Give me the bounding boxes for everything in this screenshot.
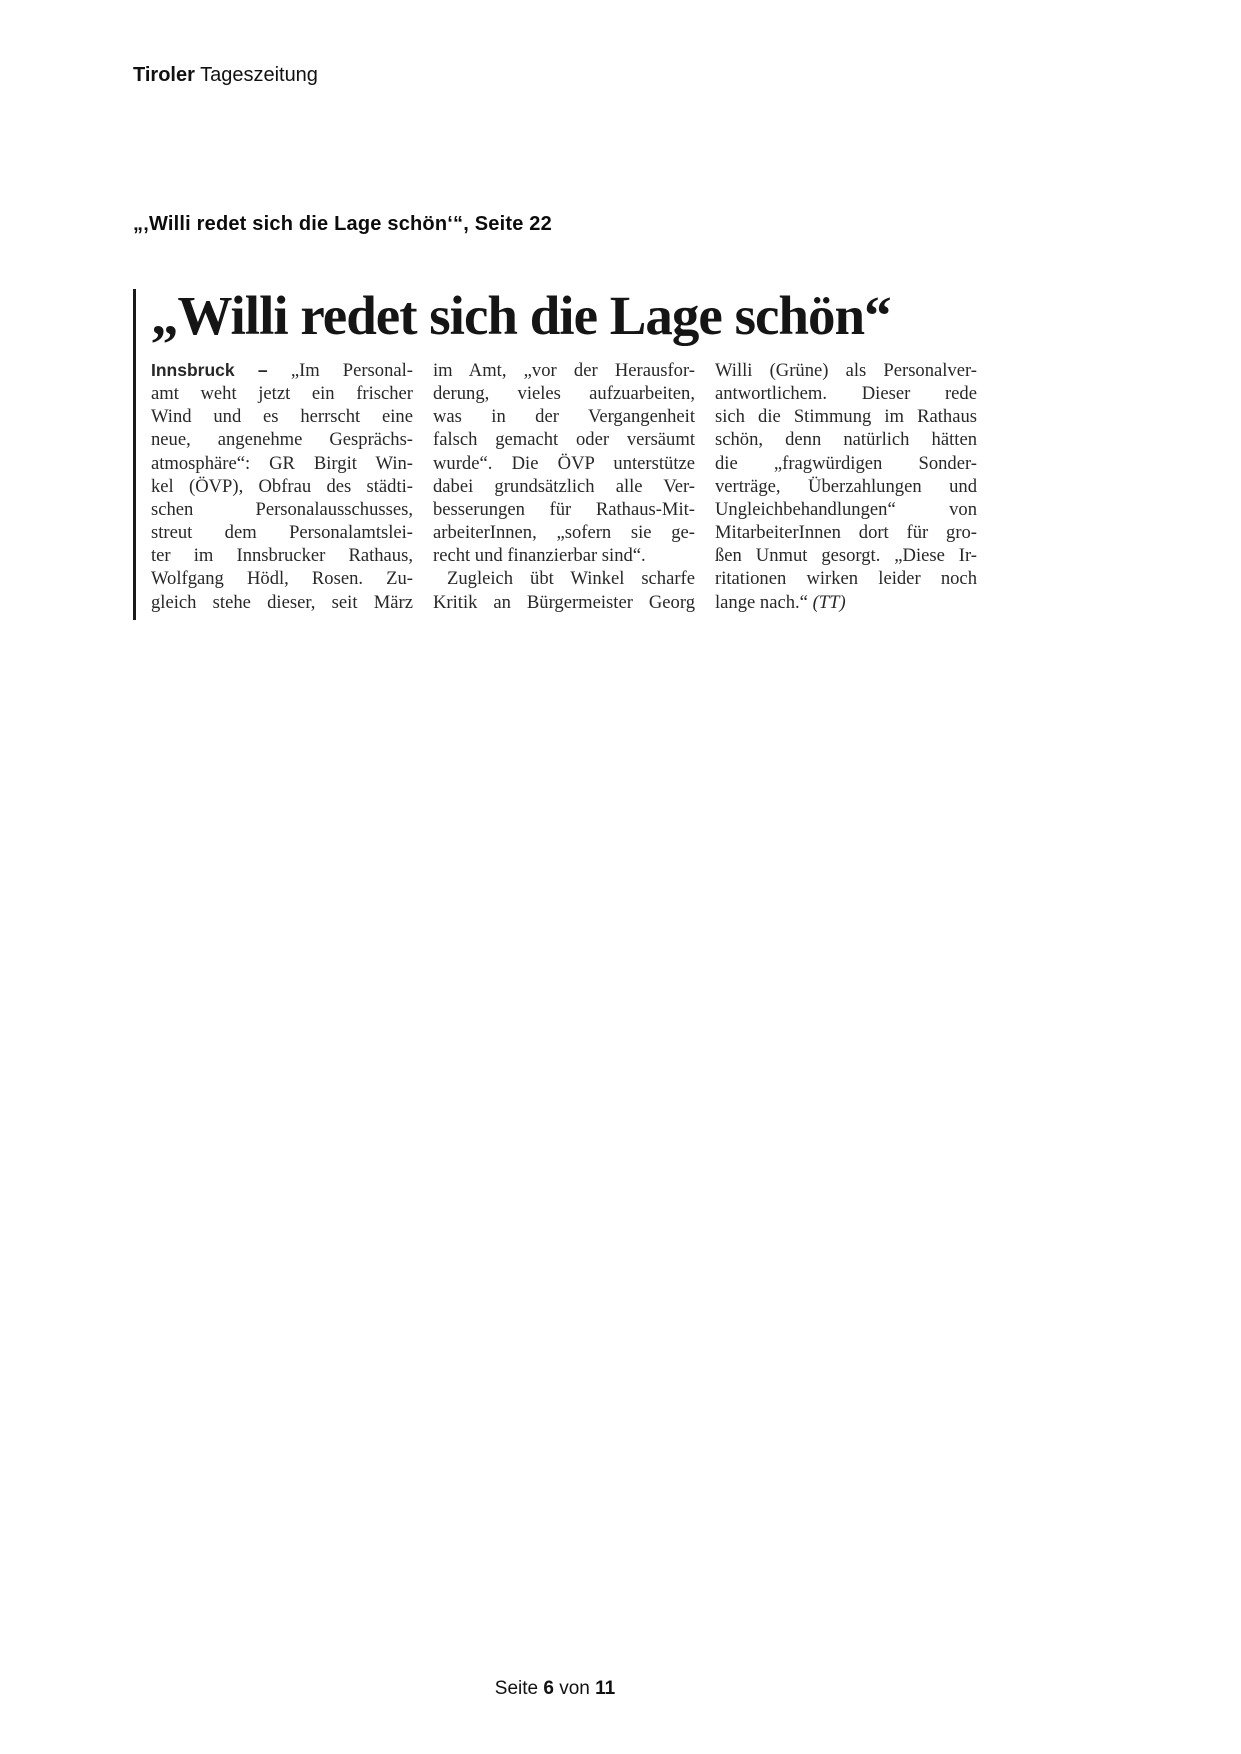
footer-prefix: Seite [494,1678,544,1699]
article-line: verträge, Überzahlungen und [715,475,977,497]
article-line: atmosphäre“: GR Birgit Win- [151,452,413,474]
article-line: gleich stehe dieser, seit März [151,591,413,613]
footer-current-page: 6 [543,1678,554,1699]
footer-middle: von [553,1678,596,1699]
article-line: derung, vieles aufzuarbeiten, [433,382,695,404]
article-columns [151,359,978,620]
article-line: falsch gemacht oder versäumt [433,429,695,451]
article-line: arbeiterInnen, „sofern sie ge- [433,522,695,544]
article-line: im Amt, „vor der Herausfor- [433,359,695,381]
article-column-3 [715,359,977,614]
article-line: MitarbeiterInnen dort für gro- [715,522,977,544]
document-header [133,64,318,87]
article-line: Kritik an Bürgermeister Georg [433,591,695,613]
article-line: neue, angenehme Gesprächs- [151,429,413,451]
dateline-lead: Innsbruck – [151,359,291,380]
clipping-content [133,287,978,620]
article-line: Ungleichbehandlungen“ von [715,498,977,520]
article-line: lange nach.“ (TT) [715,591,846,613]
article-line: sich die Stimmung im Rathaus [715,406,977,428]
article-line: ter im Innsbrucker Rathaus, [151,545,413,567]
article-line: antwortlichem. Dieser rede [715,382,977,404]
newspaper-brand-rest: Tageszeitung [194,64,318,86]
article-line: streut dem Personalamtslei- [151,522,413,544]
article-line: schen Personalausschusses, [151,498,413,520]
article-line: ritationen wirken leider noch [715,568,977,590]
article-line: schön, denn natürlich hätten [715,429,977,451]
newspaper-brand-bold: Tiroler [133,64,195,86]
article-headline: „Willi redet sich die Lage schön“ [151,285,891,346]
footer-total-pages: 11 [595,1678,616,1699]
byline-credit: (TT) [812,591,846,613]
article-line: die „fragwürdigen Sonder- [715,452,977,474]
article-line: Innsbruck – „Im Personal- [151,359,413,381]
article-line: Zugleich übt Winkel scharfe [447,568,695,590]
article-line: amt weht jetzt ein frischer [151,382,413,404]
article-line: Wind und es herrscht eine [151,406,413,428]
article-column-1 [151,359,413,614]
article-column-2 [433,359,695,614]
article-reference-heading: „‚Willi redet sich die Lage schön‘“, Seite 22 [133,213,552,235]
article-line: ßen Unmut gesorgt. „Diese Ir- [715,545,977,567]
article-line: kel (ÖVP), Obfrau des städti- [151,475,413,497]
left-vertical-rule [133,289,136,620]
article-line: dabei grundsätzlich alle Ver- [433,475,695,497]
page-footer [0,1678,1110,1700]
article-line: recht und finanzierbar sind“. [433,545,646,567]
article-line: besserungen für Rathaus-Mit- [433,498,695,520]
newspaper-clipping [133,287,978,620]
article-line: was in der Vergangenheit [433,406,695,428]
article-line: wurde“. Die ÖVP unterstütze [433,452,695,474]
article-line: Wolfgang Hödl, Rosen. Zu- [151,568,413,590]
article-line: Willi (Grüne) als Personalver- [715,359,977,381]
